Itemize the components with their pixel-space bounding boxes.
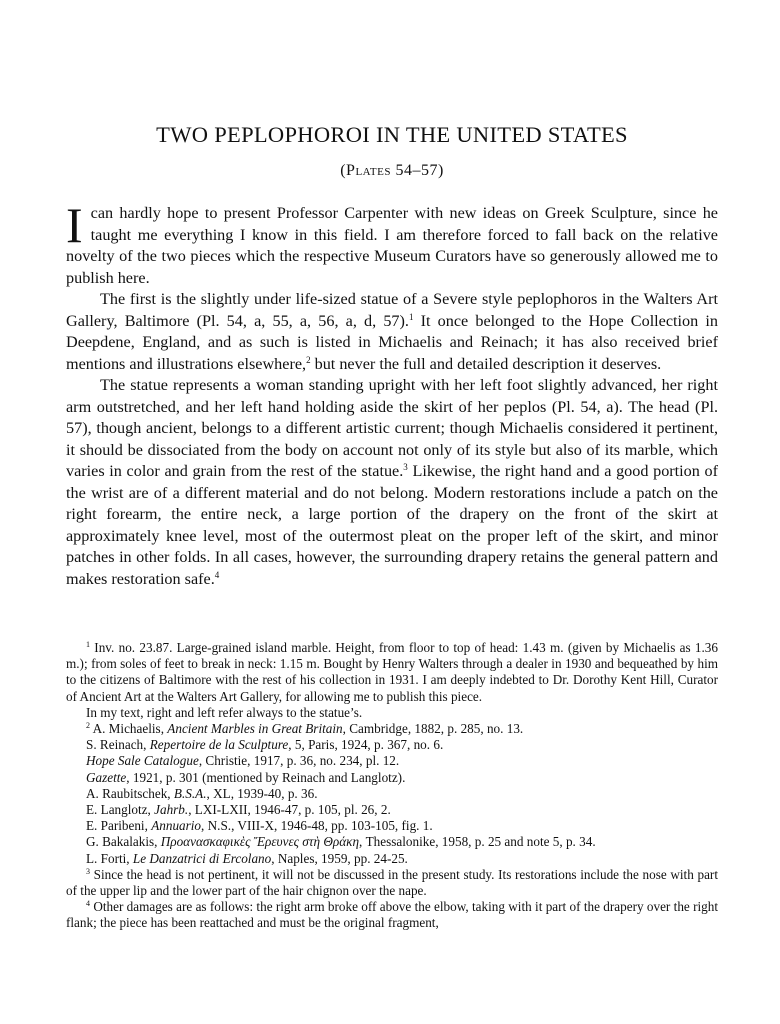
paragraph-3 <box>66 375 718 590</box>
footnote-1 <box>66 640 718 705</box>
body-text <box>66 197 718 590</box>
reference-line <box>66 737 718 753</box>
reference-details: , XL, 1939-40, p. 36. <box>206 785 318 801</box>
reference-title: Gazette <box>86 769 127 785</box>
reference-line <box>66 770 718 786</box>
footnote-4 <box>66 899 718 931</box>
reference-author: L. Forti, <box>86 850 133 866</box>
reference-line <box>66 818 718 834</box>
reference-line <box>66 851 718 867</box>
footnote-ref-2[interactable]: 2 <box>306 354 311 365</box>
reference-details: , 1921, p. 301 (mentioned by Reinach and Langlotz). <box>126 769 406 785</box>
reference-title: Ancient Marbles in Great Britain <box>167 721 343 737</box>
paragraph-2-text-c: but never the full and detailed description it deserves. <box>310 354 662 373</box>
reference-line <box>66 802 718 818</box>
footnote-1-text: Inv. no. 23.87. Large-grained island marble. Height, from floor to top of head: 1.43 m. (given by Michaelis as 1.36 m.); from soles of feet to break in neck: 1.15 m. Bought by Henry Walters through a dealer in 1930 and bequeathed by him to the citizens of Baltimore with the rest of his collection in 1931. I am deeply indebted to Dr. Dorothy Kent Hill, Curator of Ancient Art at the Walters Art Gallery, for allowing me to publish this piece. <box>66 640 718 704</box>
footnote-4-text: Other damages are as follows: the right arm broke off above the elbow, taking with it part of the drapery over the right flank; the piece has been reattached and must be the original fragment, <box>66 899 718 931</box>
reference-title: Repertoire de la Sculpture <box>149 737 289 753</box>
reference-author: E. Langlotz, <box>86 802 155 818</box>
paragraph-1 <box>66 197 718 289</box>
reference-line <box>66 721 718 737</box>
reference-title: Hope Sale Catalogue <box>86 753 199 769</box>
plates-open: ( <box>340 162 347 179</box>
plates-range: 54–57) <box>390 162 444 179</box>
drop-cap: I <box>66 197 83 253</box>
reference-author: S. Reinach, <box>86 737 150 753</box>
paragraph-3-text-a: The statue represents a woman standing upright with her left foot slightly advanced, her right arm outstretched, and her left hand holding aside the skirt of her peplos (Pl. 54, a). The head (Pl. 57), though ancient, belongs to a different artistic current; though Michaelis considered it pertinent, it should be dissociated from the body on account not only of its style but also of its marble, which varies in color and grain from the rest of the statue. <box>66 376 718 480</box>
reference-details: , Christie, 1917, p. 36, no. 234, pl. 12. <box>198 753 400 769</box>
reference-author: A. Raubitschek, <box>86 785 174 801</box>
footnote-ref-1[interactable]: 1 <box>408 311 414 322</box>
paragraph-1-text: can hardly hope to present Professor Carpenter with new ideas on Greek Sculpture, since he taught me everything I know in this field. I am therefore forced to fall back on the relative novelty of the two pieces which the respective Museum Curators have so generously allowed me to publish here. <box>66 204 718 287</box>
reference-details: , LXI-LXII, 1946-47, p. 105, pl. 26, 2. <box>188 802 391 818</box>
reference-line <box>66 834 718 850</box>
reference-details: , Cambridge, 1882, p. 285, no. 13. <box>342 721 524 737</box>
footnote-3-number: 3 <box>86 866 90 876</box>
reference-details: , Thessalonike, 1958, p. 25 and note 5, p. 34. <box>359 834 596 850</box>
footnotes <box>66 640 718 932</box>
plates-reference <box>66 162 718 180</box>
plates-word: Plates <box>346 162 391 179</box>
footnote-ref-3[interactable]: 3 <box>403 462 408 472</box>
footnote-3-text: Since the head is not pertinent, it will not be discussed in the present study. Its restorations include the nose with part of the upper lip and the lower part of the hair chignon over the nape. <box>66 866 718 899</box>
reference-title: Jahrb. <box>154 802 189 818</box>
footnote-3 <box>66 867 718 899</box>
reference-details: , N.S., VIII-X, 1946-48, pp. 103-105, fig. 1. <box>201 818 433 834</box>
reference-details: , Naples, 1959, pp. 24-25. <box>271 850 408 866</box>
footnote-2-references <box>66 721 718 867</box>
reference-author: A. Michaelis, <box>90 721 168 737</box>
paragraph-2-text-b: It once belonged to the Hope Collection in Deepdene, England, and as such is listed in Michaelis and Reinach; it has also received brief mentions and illustrations elsewhere, <box>66 311 718 373</box>
paragraph-3-text-b: Likewise, the right hand and a good portion of the wrist are of a different material and do not belong. Modern restorations include a patch on the right forearm, the entire neck, a large portion of the drapery on the front of the skirt at approximately knee level, most of the outermost pleat on the proper left of the skirt, and minor patches in other folds. In all cases, however, the surrounding drapery retains the general pattern and makes restoration safe. <box>66 462 718 588</box>
footnote-1-number: 1 <box>86 640 90 649</box>
reference-title: B.S.A. <box>173 785 207 801</box>
footnote-2-number: 2 <box>86 721 90 731</box>
paragraph-2-text-a: The first is the slightly under life-sized statue of a Severe style peplophoros in the Walters Art Gallery, Baltimore (Pl. 54, a, 55, a, 56, a, d, 57). <box>66 290 718 330</box>
footnote-1-extra: In my text, right and left refer always to the statue’s. <box>86 704 363 720</box>
reference-title: Annuario <box>151 818 202 834</box>
article-title: TWO PEPLOPHOROI IN THE UNITED STATES <box>156 122 628 147</box>
reference-title: Προανασκαφικὲς Ἔρευνες στὴ Θράκη <box>160 834 360 850</box>
reference-line <box>66 786 718 802</box>
footnote-4-number: 4 <box>86 899 90 909</box>
footnote-ref-4[interactable]: 4 <box>214 569 220 580</box>
reference-title: Le Danzatrici di Ercolano <box>132 850 272 866</box>
reference-author: G. Bakalakis, <box>86 834 161 850</box>
reference-author: E. Paribeni, <box>86 818 152 834</box>
paragraph-2 <box>66 289 718 375</box>
reference-details: , 5, Paris, 1924, p. 367, no. 6. <box>288 737 444 753</box>
reference-line <box>66 753 718 769</box>
